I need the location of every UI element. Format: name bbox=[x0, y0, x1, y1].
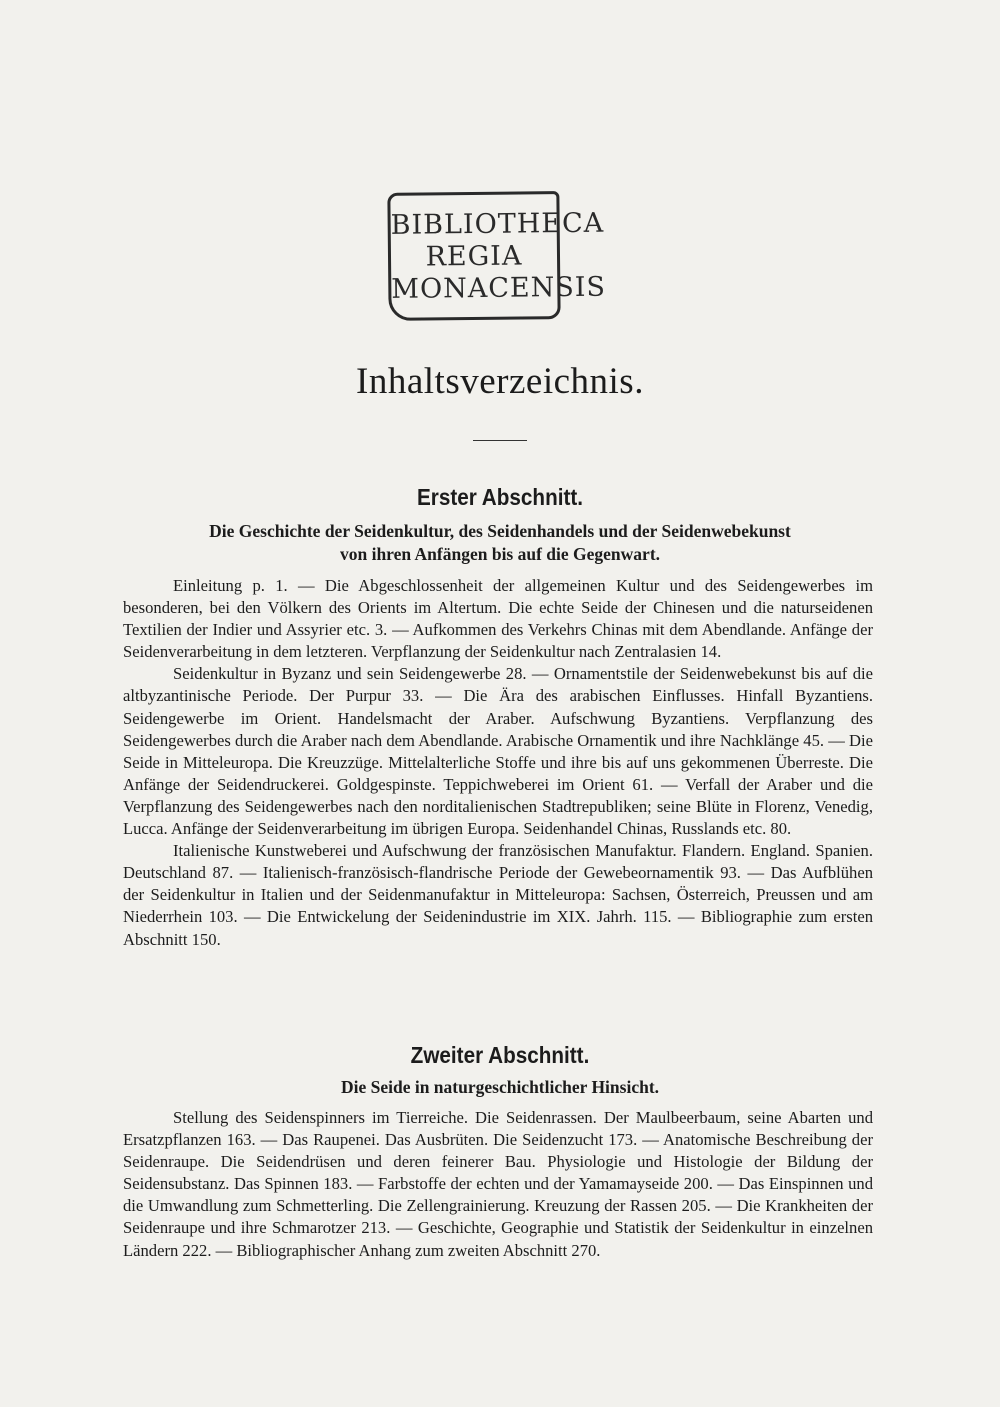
section-1-body bbox=[123, 575, 873, 951]
title-divider bbox=[473, 440, 527, 441]
library-stamp bbox=[387, 191, 607, 321]
section-heading-1: Erster Abschnitt. bbox=[416, 484, 584, 510]
section-subtitle-1a: Die Geschichte der Seidenkultur, des Seidenhandels und der Seidenwebekunst bbox=[209, 521, 791, 541]
paragraph: Stellung des Seidenspinners im Tierreiche. Die Seidenrassen. Der Maulbeerbaum, seine Abarten und Ersatzpflanzen 163. — Das Raupenei. Das Ausbrüten. Die Seidenzucht 173. — Anatomische Beschreibung der Seidenraupe. Die Seidendrüsen und deren feinerer Bau. Physiologie und Histologie der Bildung der Seidensubstanz. Das Spinnen 183. — Farbstoffe der echten und der Yamamayseide 200. — Das Einspinnen und die Umwandlung zum Schmetterling. Die Zellengrainierung. Kreuzung der Rassen 205. — Die Krankheiten der Seidenraupe und ihre Schmarotzer 213. — Geschichte, Geographie und Statistik der Seidenkultur in einzelnen Ländern 222. — Bibliographischer Anhang zum zweiten Abschnitt 270. bbox=[123, 1108, 873, 1260]
section-subtitle-2: Die Seide in naturgeschichtlicher Hinsicht. bbox=[340, 1077, 660, 1097]
stamp-line-3: MONACENSIS bbox=[391, 271, 607, 305]
paragraph: Einleitung p. 1. — Die Abgeschlossenheit der allgemeinen Kultur und des Seidengewerbes im besonderen, bei den Völkern des Orients im Altertum. Die echte Seide der Chinesen und die naturseidenen Textilien der Indier und Assyrier etc. 3. — Aufkommen des Verkehrs Chinas mit dem Abendlande. Anfänge der Seidenverarbeitung in dem letzteren. Verpflanzung der Seidenkultur nach Zentralasien 14. bbox=[123, 576, 873, 662]
paragraph: Seidenkultur in Byzanz und sein Seidengewerbe 28. — Ornamentstile der Seidenwebekunst bis auf die altbyzantinische Periode. Der Purpur 33. — Die Ära des arabischen Einflusses. Hinfall Byzantiens. Seidengewerbe im Orient. Handelsmacht der Araber. Aufschwung Byzantiens. Verpflanzung des Seidengewerbes durch die Araber nach dem Abendlande. Arabische Ornamentik und ihre Nachklänge 45. — Die Seide in Mitteleuropa. Die Kreuzzüge. Mittelalterliche Stoffe und ihre bis auf uns gekommenen Überreste. Die Anfänge der Seidendruckerei. Goldgespinste. Teppichweberei im Orient 61. — Verfall der Araber und die Verpflanzung des Seidengewerbes nach den norditalienischen Stadtrepubliken; seine Blüte in Florenz, Venedig, Lucca. Anfänge der Seidenverarbeitung im übrigen Europa. Seidenhandel Chinas, Russlands etc. 80. bbox=[123, 664, 873, 839]
section-heading-2: Zweiter Abschnitt. bbox=[410, 1042, 590, 1068]
stamp-line-1: BIBLIOTHECA bbox=[390, 207, 605, 241]
stamp-line-2: REGIA bbox=[425, 240, 523, 273]
section-2-body bbox=[123, 1107, 873, 1262]
section-subtitle-1b: von ihren Anfängen bis auf die Gegenwart. bbox=[339, 544, 661, 564]
paragraph: Italienische Kunstweberei und Aufschwung der französischen Manufaktur. Flandern. England. Spanien. Deutschland 87. — Italienisch-französisch-flandrische Periode der Gewebeornamentik 93. — Das Aufblühen der Seidenkultur in Italien und der Seidenmanufaktur in Mitteleuropa: Sachsen, Österreich, Preussen und am Niederrhein 103. — Die Entwickelung der Seidenindustrie im XIX. Jahrh. 115. — Bibliographie zum ersten Abschnitt 150. bbox=[123, 841, 873, 949]
page-title: Inhaltsverzeichnis. bbox=[356, 361, 644, 402]
